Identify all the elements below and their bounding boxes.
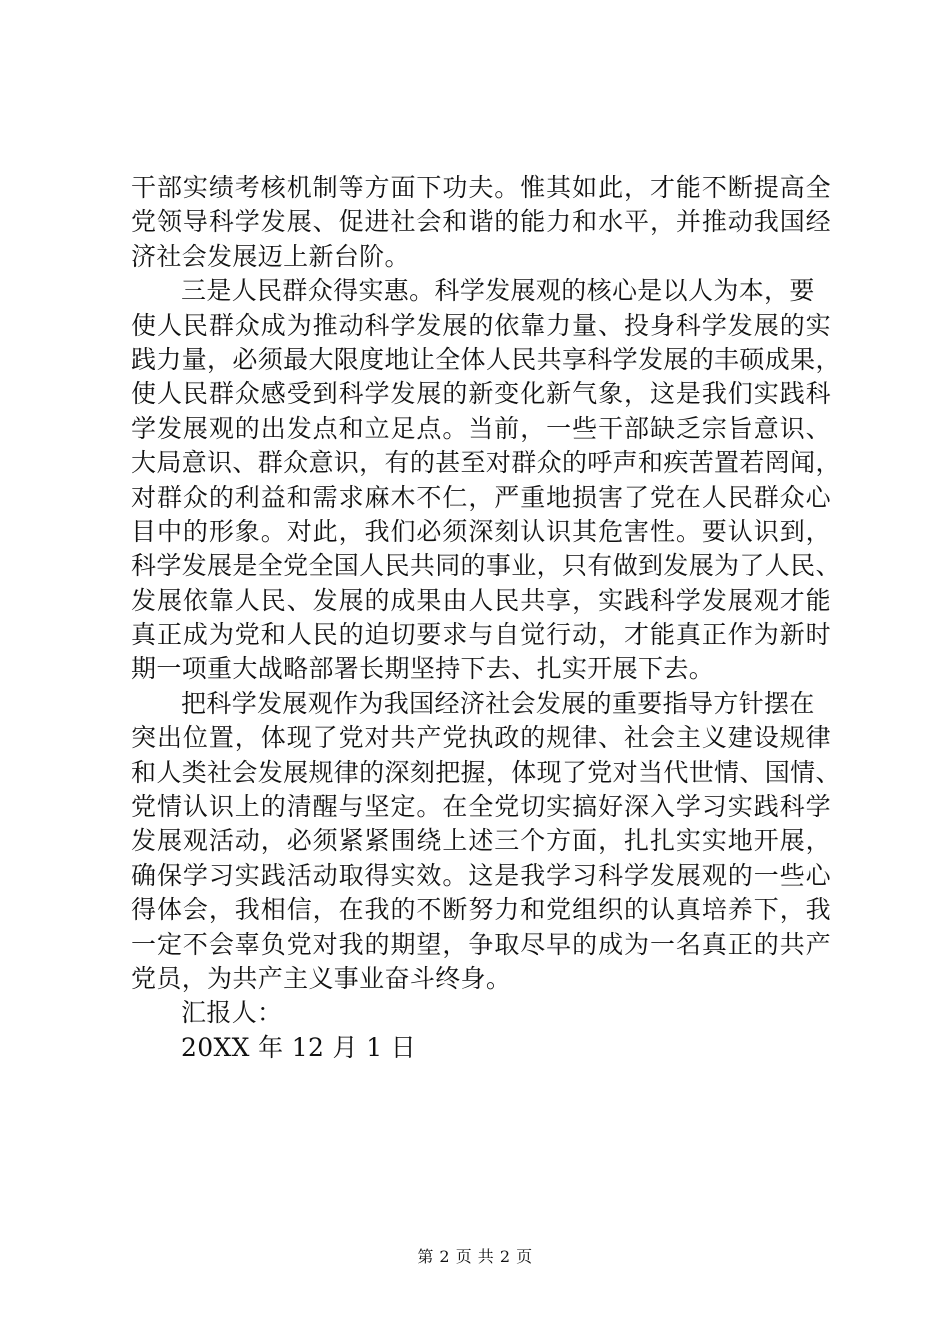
text-line: 目中的形象。对此，我们必须深刻认识其危害性。要认识到， [131,516,831,546]
document-body [131,171,841,1065]
text-line: 党领导科学发展、促进社会和谐的能力和水平，并推动我国经 [131,207,831,237]
text-line: 党情认识上的清醒与坚定。在全党切实搞好深入学习实践科学 [131,792,831,822]
text-line: 和人类社会发展规律的深刻把握，体现了党对当代世情、国情、 [131,757,841,787]
text-line: 得体会，我相信，在我的不断努力和党组织的认真培养下，我 [131,895,831,925]
text-line: 使人民群众成为推动科学发展的依靠力量、投身科学发展的实 [131,310,831,340]
text-line: 学发展观的出发点和立足点。当前，一些干部缺乏宗旨意识、 [131,413,831,443]
text-line: 济社会发展迈上新台阶。 [131,241,410,271]
text-line: 践力量，必须最大限度地让全体人民共享科学发展的丰硕成果， [131,344,841,374]
reporter-signature-label: 汇报人： [181,998,283,1028]
text-line: 科学发展是全党全国人民共同的事业，只有做到发展为了人民、 [131,551,841,581]
page-number-footer: 第 2 页 共 2 页 [417,1247,533,1266]
text-line: 发展依靠人民、发展的成果由人民共享，实践科学发展观才能 [131,585,831,615]
text-line: 对群众的利益和需求麻木不仁，严重地损害了党在人民群众心 [131,482,831,512]
paragraph-start-line: 把科学发展观作为我国经济社会发展的重要指导方针摆在 [181,688,815,718]
text-line: 党员，为共产主义事业奋斗终身。 [131,963,512,993]
report-date: 20XX 年 12 月 1 日 [181,1032,417,1062]
text-line: 干部实绩考核机制等方面下功夫。惟其如此，才能不断提高全 [131,173,831,202]
text-line: 突出位置，体现了党对共产党执政的规律、社会主义建设规律 [131,723,831,753]
text-line: 一定不会辜负党对我的期望，争取尽早的成为一名真正的共产 [131,929,831,959]
text-line: 发展观活动，必须紧紧围绕上述三个方面，扎扎实实地开展， [131,826,831,856]
text-line: 确保学习实践活动取得实效。这是我学习科学发展观的一些心 [131,860,831,890]
paragraph-start-line: 三是人民群众得实惠。科学发展观的核心是以人为本，要 [181,276,815,306]
text-line: 期一项重大战略部署长期坚持下去、扎实开展下去。 [131,654,715,684]
text-line: 使人民群众感受到科学发展的新变化新气象，这是我们实践科 [131,379,831,409]
text-line: 大局意识、群众意识，有的甚至对群众的呼声和疾苦置若罔闻， [131,448,841,478]
text-line: 真正成为党和人民的迫切要求与自觉行动，才能真正作为新时 [131,620,831,650]
